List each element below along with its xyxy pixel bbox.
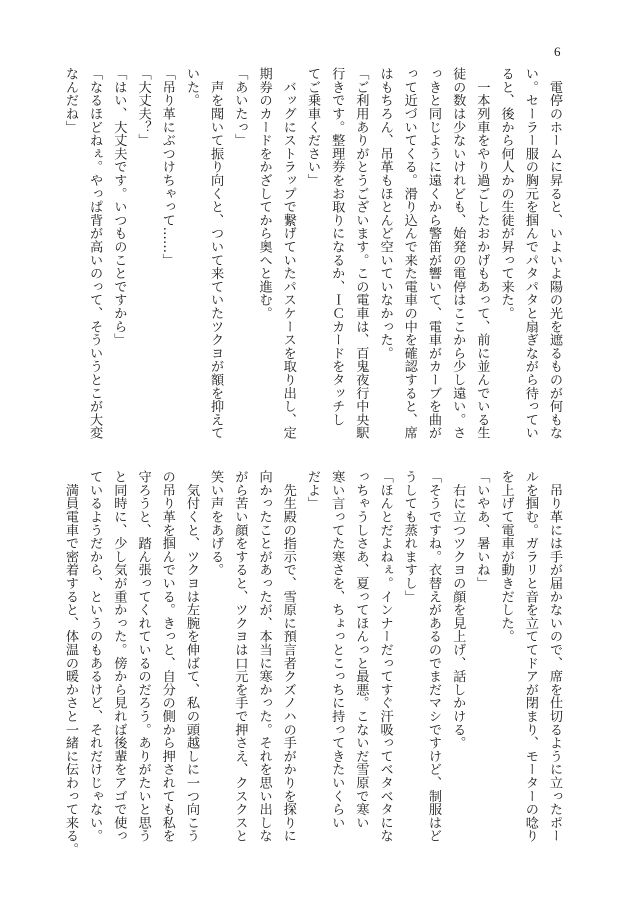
text-line: 気付くと、ツクヨは左腕を伸ばて、私の頭越しに一つ向こう <box>183 470 199 843</box>
text-line: 笑い声をあげる。 <box>208 470 224 577</box>
page-number: 6 <box>554 44 561 59</box>
text-line: を上げて電車が動きだした。 <box>498 470 514 643</box>
text-line: 一本列車をやり過ごしたおかげもあって、前に並んでいる生 <box>474 67 490 440</box>
text-line: い。セーラー服の胸元を掴んでパタパタと扇ぎながら待ってい <box>522 67 538 440</box>
text-line: って近づいてくる。滑り込んで来た電車の中を確認すると、席 <box>401 67 417 440</box>
text-line: 満員電車で密着すると、体温の暖かさと一緒に伝わって来る。 <box>62 470 78 856</box>
text-line: 守ろうと、踏ん張ってくれているのだろう。ありがたいと思う <box>135 470 151 843</box>
text-line: 向かったことがあったが、本当に寒かった。それを思い出しな <box>256 470 272 843</box>
text-line: 期券のカードをかざしてから奥へと進む。 <box>256 67 272 320</box>
text-line: 徒の数は少ないけれども、始発の電停はここから少し遠い。さ <box>450 67 466 440</box>
text-line: 「なるほどねぇ。やっぱ背が高いのって、そういうとこが大変 <box>87 67 103 440</box>
text-line: と同時に、少し気が重かった。傍から見れば後輩をアゴで使っ <box>111 470 127 843</box>
text-line: 「いやあ、暑いね」 <box>474 470 490 590</box>
text-line: 先生殿の指示で、雪原に預言者クズノハの手がかりを探りに <box>280 470 296 843</box>
text-line: 「ほんとだよねぇ。インナーだってすぐ汗吸ってベタベタにな <box>377 470 393 843</box>
text-line: てご乗車ください」 <box>304 67 320 187</box>
text-line: 寒い言ってた寒さを、ちょっとこっちに持ってきたいくらい <box>329 470 345 830</box>
text-line: いた。 <box>183 67 199 107</box>
text-line: はもちろん、吊革もほとんど空いていなかった。 <box>377 67 393 360</box>
text-block-top <box>62 67 566 440</box>
text-line: っきと同じように遠くから警笛が響いて、電車がカーブを曲が <box>425 67 441 440</box>
text-line: ているようだから、というのもあるけど、それだけじゃない。 <box>87 470 103 843</box>
text-line: うしても蒸れますし」 <box>401 470 417 603</box>
text-line: っちゃうしさあ、夏ってほんっと最悪。こないだ雪原で寒い <box>353 470 369 830</box>
text-line: ルを掴む。ガラリと音を立ててドアが閉まり、モーターの唸り <box>522 470 538 843</box>
text-block-bottom <box>62 470 566 856</box>
text-line: 「あいたっ」 <box>232 67 248 147</box>
text-line: 「はい、大丈夫です。いつものことですから」 <box>111 67 127 347</box>
text-line: の吊り革を掴んでいる。きっと、自分の側から押されても私を <box>159 470 175 843</box>
text-line: 行きです。整理券をお取りになるか、ＩＣカードをタッチし <box>329 67 345 427</box>
text-line: 「ご利用ありがとうございます。この電車は、百鬼夜行中央駅 <box>353 67 369 440</box>
text-line: 電停のホームに昇ると、いよいよ陽の光を遮るものが何もな <box>547 67 562 440</box>
text-line: 「そうですね。衣替えがあるのでまだマシですけど、制服はど <box>425 470 441 843</box>
text-line: だよ」 <box>304 470 320 510</box>
text-line: がら苦い顔をすると、ツクヨは口元を手で押さえ、クスクスと <box>232 470 248 843</box>
text-line: ると、後から何人かの生徒が昇って来た。 <box>498 67 514 320</box>
text-line: 吊り革には手が届かないので、席を仕切るように立ったポー <box>547 470 562 843</box>
text-line: 「大丈夫？」 <box>135 67 151 147</box>
text-line: なんだね」 <box>62 67 78 134</box>
text-line: バッグにストラップで繋げていたパスケースを取り出し、定 <box>280 67 296 440</box>
text-line: 「吊り革にぶつけちゃって……」 <box>159 67 175 267</box>
text-line: 右に立つツクヨの顔を見上げ、話しかける。 <box>450 470 466 750</box>
text-line: 声を聞いて振り向くと、ついて来ていたツクヨが額を抑えて <box>208 67 224 440</box>
